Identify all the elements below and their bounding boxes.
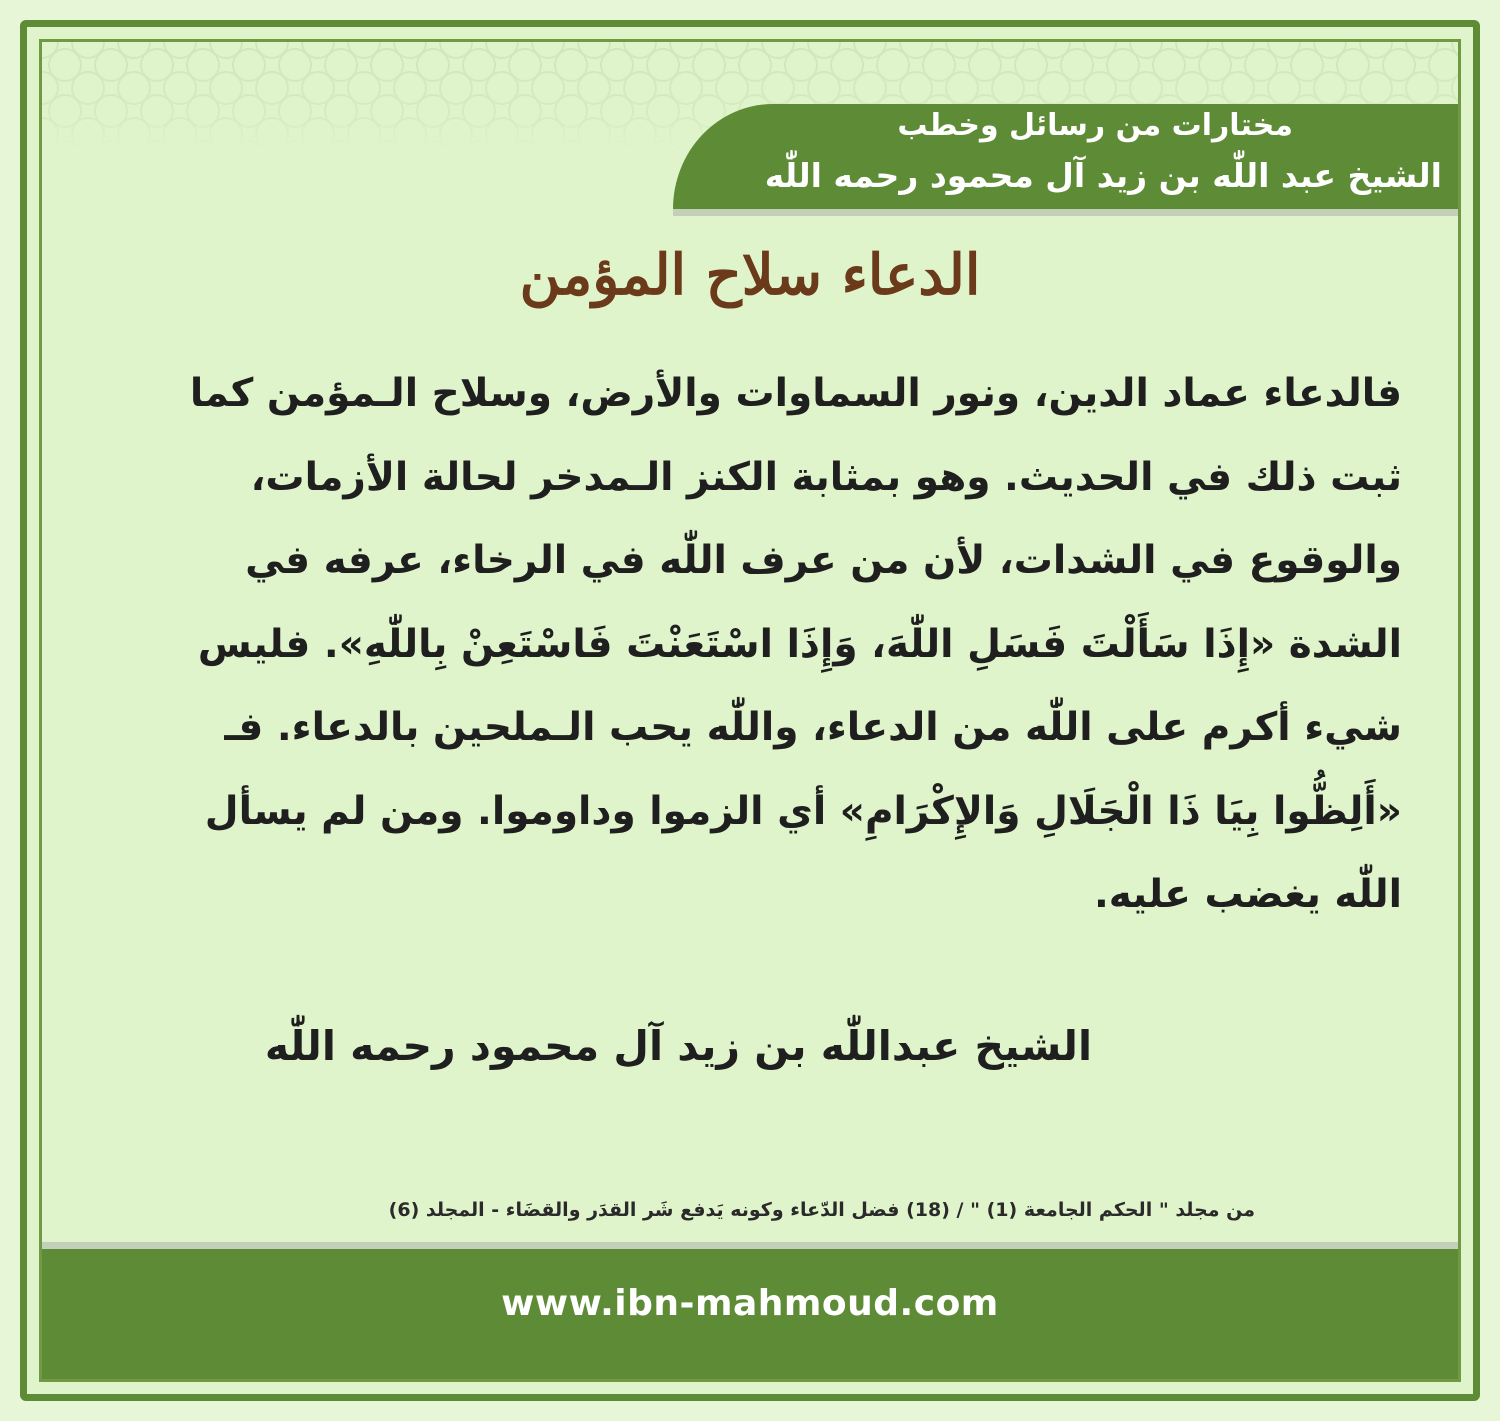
- header-author: الشيخ عبد اللّٰه بن زيد آل محمود رحمه اللّٰه: [764, 156, 1442, 195]
- header-series-title: مختارات من رسائل وخطب: [897, 108, 1293, 143]
- website-link[interactable]: www.ibn-mahmoud.com: [501, 1283, 999, 1324]
- footer-bar: [42, 1242, 1458, 1379]
- inner-frame: [39, 39, 1461, 1382]
- author-signature: الشيخ عبداللّٰه بن زيد آل محمود رحمه اللّٰه: [264, 1022, 1092, 1070]
- quote-card: [20, 20, 1480, 1401]
- page-title: الدعاء سلاح المؤمن: [519, 242, 981, 308]
- body-paragraph: فالدعاء عماد الدين، ونور السماوات والأرض، وسلاح الـمؤمن كما ثبت ذلك في الحديث. وهو بمثابة الكنز الـمدخر لحالة الأزمات، والوقوع في الشدات، لأن من عرف اللّٰه في الرخاء، عرفه في الشدة «إِذَا سَأَلْتَ فَسَلِ اللّٰهَ، وَإِذَا اسْتَعَنْتَ فَاسْتَعِنْ بِاللّٰهِ». فليس شيء أكرم على اللّٰه من الدعاء، واللّٰه يحب الـملحين بالدعاء. فـ «أَلِظُّوا بِيَا ذَا الْجَلَالِ وَالإِكْرَامِ» أي الزموا وداوموا. ومن لم يسأل اللّٰه يغضب عليه.: [189, 371, 1402, 917]
- header-banner: [673, 104, 1458, 209]
- source-citation: من مجلد " الحكم الجامعة (1) " / (18) فضل الدّعاء وكونه يَدفع شَر القدَر والقضَاء - المجلد (6): [388, 1199, 1255, 1221]
